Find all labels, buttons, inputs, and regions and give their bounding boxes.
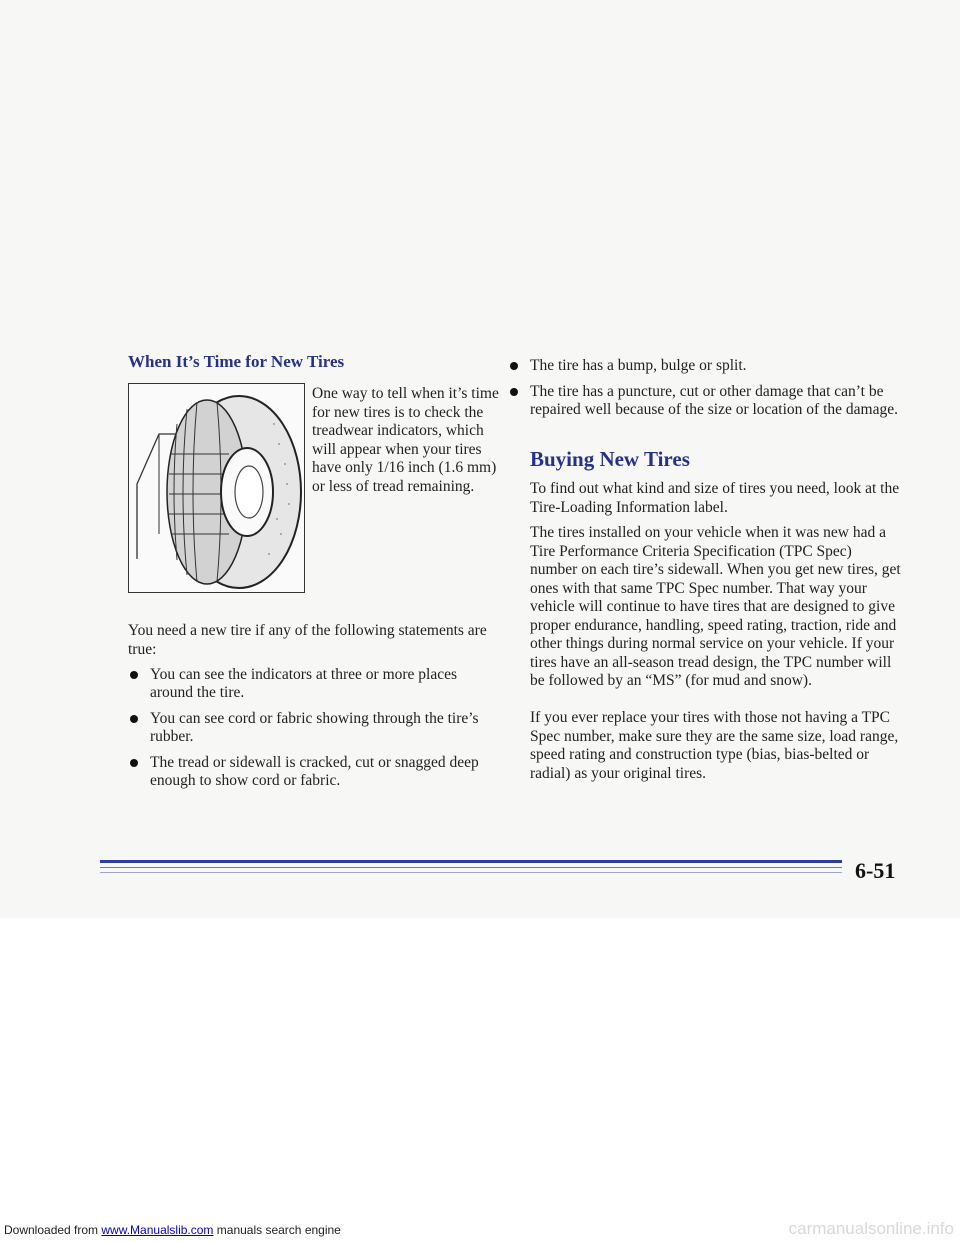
figure-caption-text: One way to tell when it’s time for new tires is to check the treadwear indicators, which will appear when your tires have only 1/16 inch (1.6 mm) or less of tread remaining. (312, 385, 499, 495)
footer-rule (100, 860, 842, 863)
list-item: The tread or sidewall is cracked, cut or snagged deep enough to show cord or fabric. (128, 754, 503, 790)
right-bullet-list (508, 357, 903, 427)
paragraph: The tires installed on your vehicle when it was new had a Tire Performance Criteria Specification (TPC Spec) number on each tire’s sidewall. When you get new tires, get ones with that same TPC Spec number. That way your vehicle will continue to have tires that are designed to give proper endurance, handling, speed rating, traction, ride and other things during normal service on your vehicle. If your tires have an all-season tread design, the TPC number will be followed by an “MS” (for mud and snow). (530, 524, 901, 689)
intro-paragraph: You need a new tire if any of the following statements are true: (128, 622, 487, 658)
watermark: carmanualsonline.info (788, 1219, 954, 1238)
page-number: 6-51 (855, 858, 896, 883)
manualslib-link[interactable]: www.Manualslib.com (101, 1223, 214, 1237)
bullet-icon (510, 362, 518, 370)
bullet-icon (130, 671, 138, 679)
section-subheading: When It’s Time for New Tires (128, 352, 345, 371)
section-heading: Buying New Tires (530, 447, 690, 471)
left-bullet-list (128, 666, 503, 798)
list-item: The tire has a puncture, cut or other damage that can’t be repaired well because of the size or location of the damage. (508, 383, 903, 419)
tire-treadwear-illustration-icon (129, 384, 304, 592)
footer-rule (100, 867, 842, 868)
footer-rule (100, 872, 842, 873)
footer-suffix: manuals search engine (213, 1223, 341, 1237)
bullet-icon (510, 388, 518, 396)
tire-figure (128, 383, 305, 593)
download-footer (4, 1223, 341, 1237)
bullet-icon (130, 715, 138, 723)
footer-prefix: Downloaded from (4, 1223, 102, 1237)
list-item: The tire has a bump, bulge or split. (508, 357, 903, 375)
list-item: You can see the indicators at three or more places around the tire. (128, 666, 503, 702)
paragraph: To find out what kind and size of tires you need, look at the Tire-Loading Information label. (530, 480, 900, 516)
list-item: You can see cord or fabric showing through the tire’s rubber. (128, 710, 503, 746)
bullet-icon (130, 759, 138, 767)
paragraph: If you ever replace your tires with those not having a TPC Spec number, make sure they are the same size, load range, speed rating and construction type (bias, bias-belted or radial) as your original tires. (530, 709, 899, 782)
